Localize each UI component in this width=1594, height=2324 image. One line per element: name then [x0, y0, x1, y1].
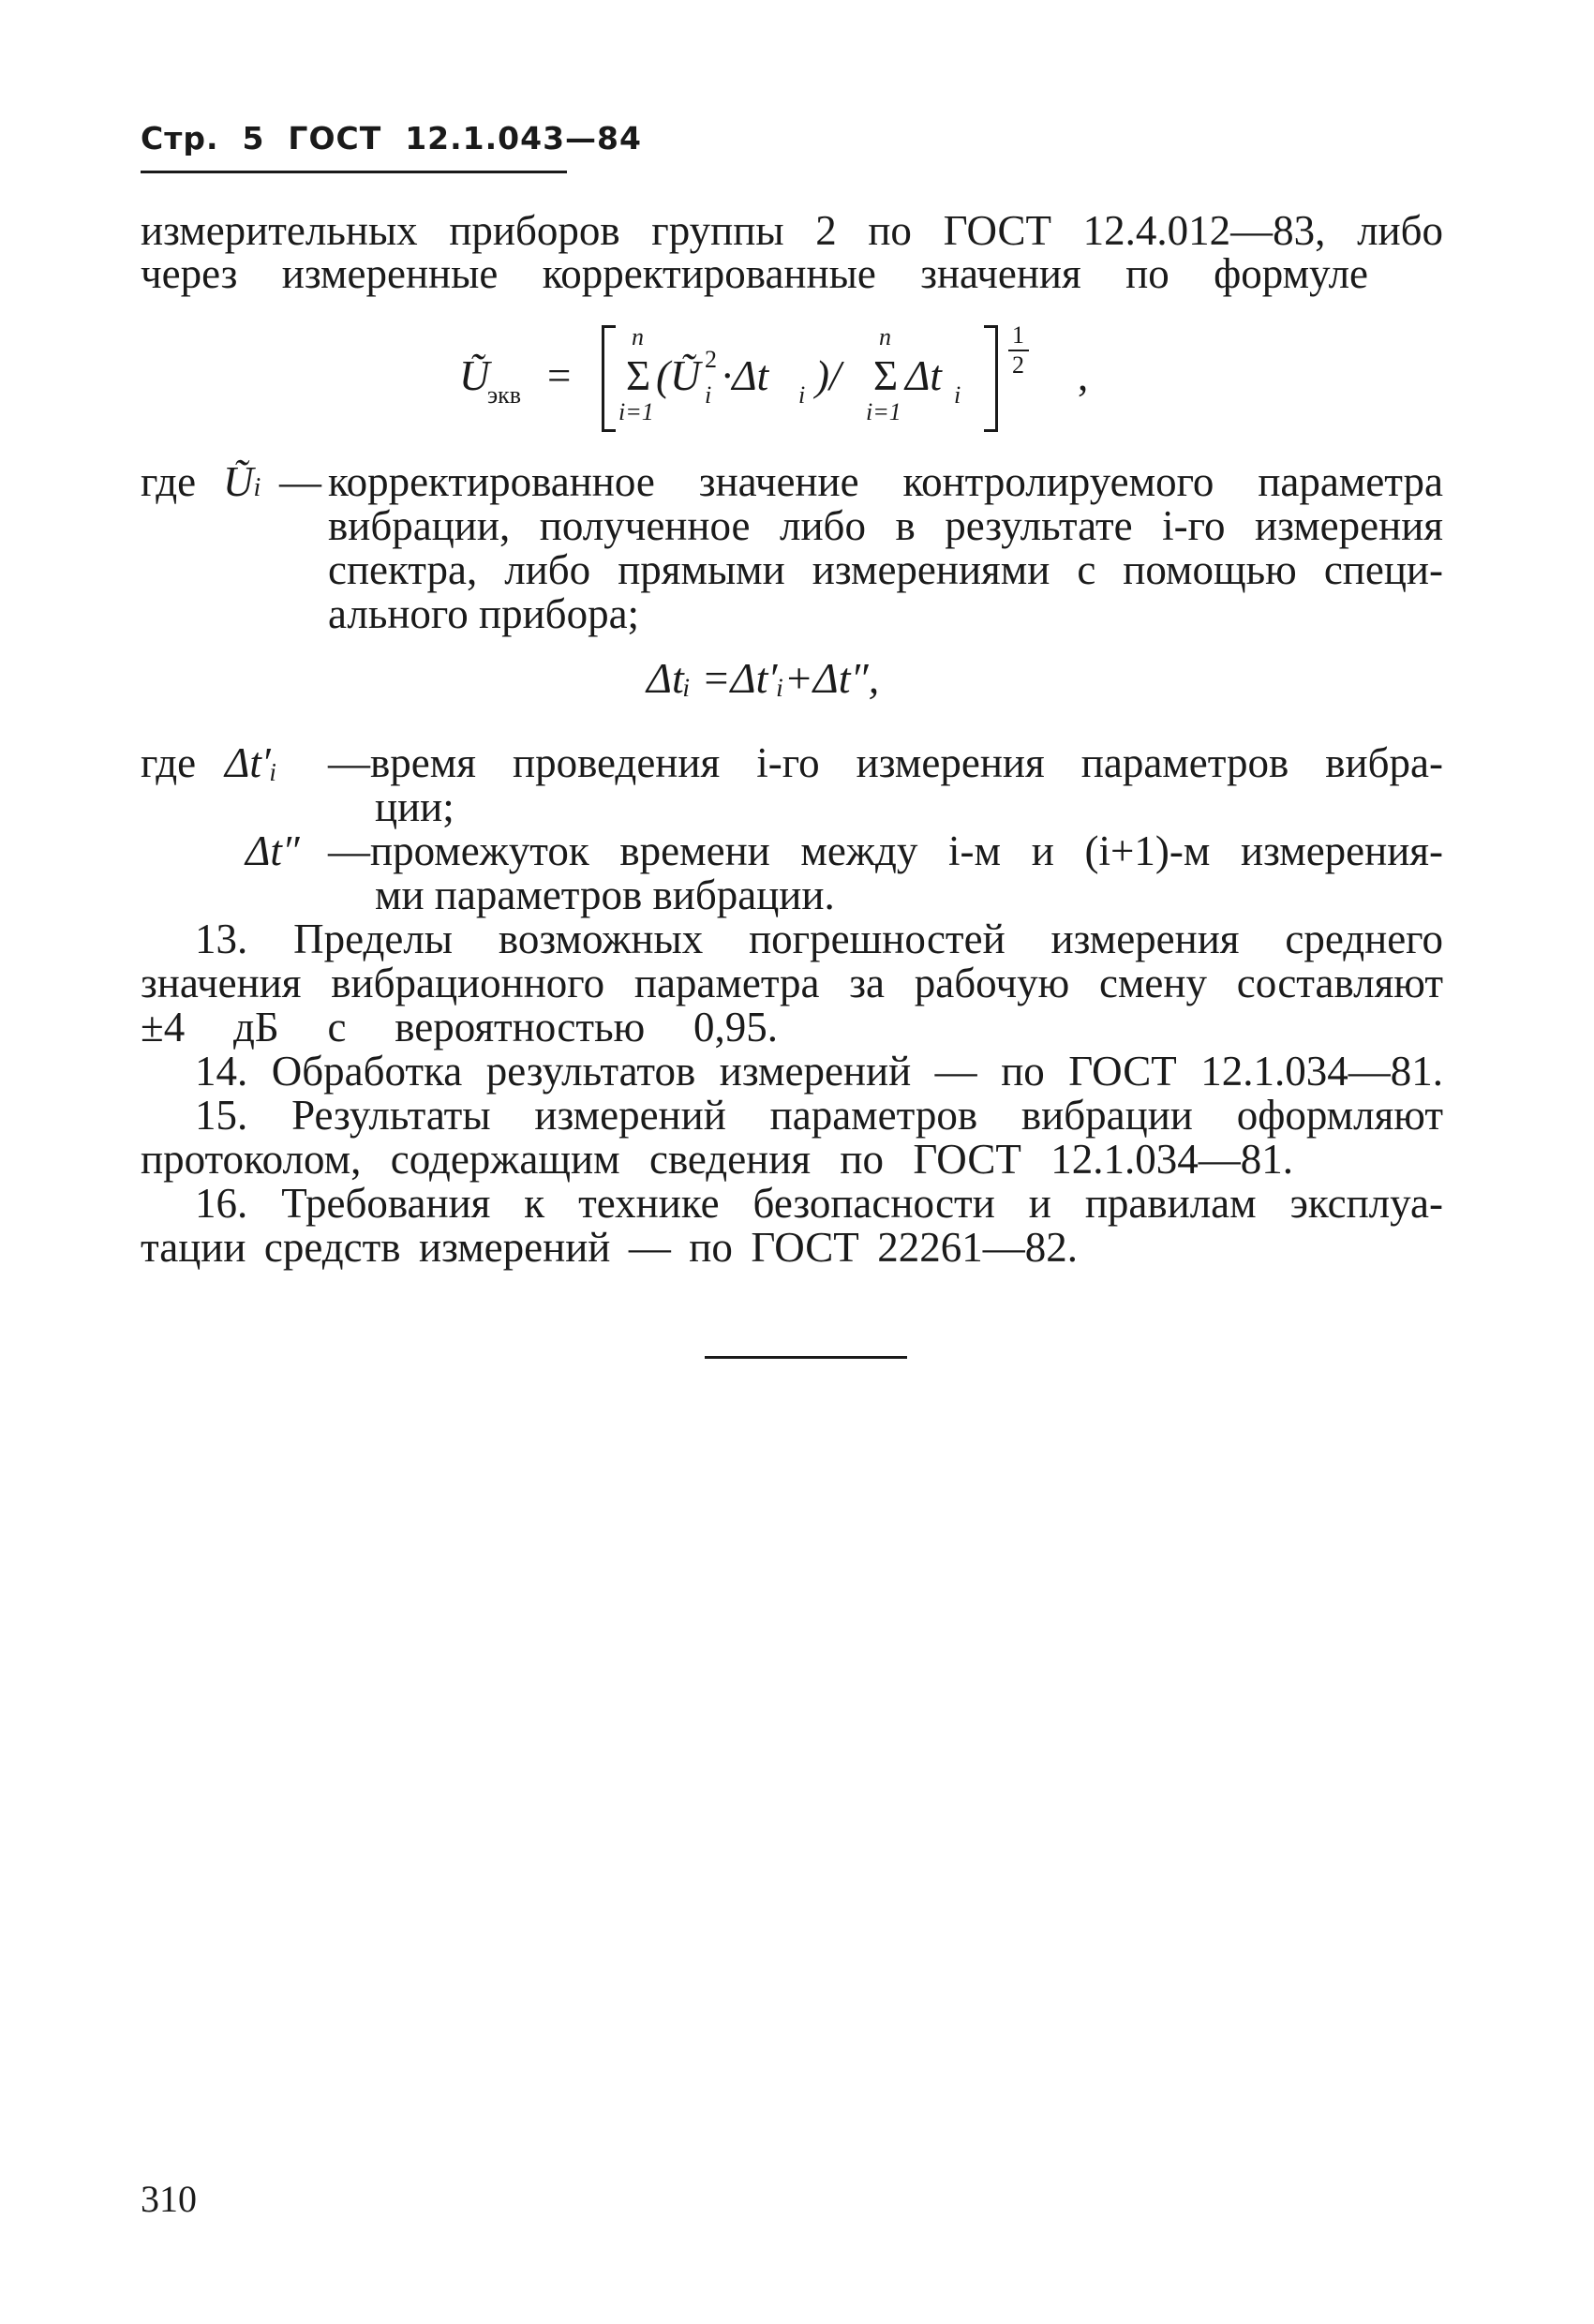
- formula-delta: Δt: [905, 352, 942, 399]
- formula-term-sub: i: [705, 381, 712, 409]
- item-13-line: ±4 дБ с вероятностью 0,95.: [141, 1004, 778, 1050]
- paragraph-line: через измеренные корректированные значения по формуле: [141, 250, 1368, 297]
- definition-line: ми параметров вибрации.: [375, 872, 835, 918]
- definition-symbol: Δt′ᵢ: [225, 739, 277, 786]
- item-13-line: 13. Пределы возможных погрешностей измерения среднего: [195, 916, 1443, 962]
- item-16-line: тации средств измерений — по ГОСТ 22261—82.: [141, 1224, 1078, 1271]
- definition-symbol: Δt″: [246, 827, 300, 874]
- definition-line: ции;: [375, 783, 454, 830]
- item-16-line: 16. Требования к технике безопасности и правилам эксплуа-: [195, 1180, 1443, 1227]
- definition-line: —время проведения i-го измерения параметров вибра-: [328, 739, 1443, 786]
- formula-term-rest: ·Δt: [722, 352, 769, 399]
- definition-line: ального прибора;: [328, 590, 640, 637]
- formula-equivalent-value: [459, 323, 1115, 436]
- formula-term-rest-sub: i: [798, 381, 806, 409]
- formula-delta-sub: i: [954, 381, 961, 409]
- formula-equals: =: [547, 352, 572, 399]
- definition-line: спектра, либо прямыми измерениями с помощью специ-: [328, 546, 1443, 593]
- definition-line: —промежуток времени между i-м и (i+1)-м измерения-: [328, 827, 1443, 874]
- paragraph-line: измерительных приборов группы 2 по ГОСТ 12.4.012—83, либо: [141, 207, 1443, 254]
- sum-lower: i=1: [618, 398, 654, 425]
- definition-dash: —: [279, 458, 321, 505]
- gde-label: где: [141, 739, 197, 786]
- formula-lhs-sub: экв: [487, 381, 522, 409]
- page-header: Стр. 5 ГОСТ 12.1.043—84: [141, 120, 642, 156]
- item-15-line: протоколом, содержащим сведения по ГОСТ 12.1.034—81.: [141, 1136, 1293, 1183]
- formula-time-interval: Δtᵢ =Δt′ᵢ+Δt″,: [647, 654, 880, 702]
- bracket-left: [602, 325, 616, 432]
- formula-comma: ,: [1078, 352, 1089, 399]
- item-13-line: значения вибрационного параметра за рабочую смену составляют: [141, 960, 1443, 1006]
- definition-line: корректированное значение контролируемого параметра: [328, 458, 1443, 505]
- sum-lower: i=1: [866, 398, 901, 425]
- exponent-denominator: 2: [1012, 351, 1024, 379]
- end-of-section-rule: [705, 1356, 907, 1359]
- sum-upper: n: [879, 323, 891, 350]
- gde-label: где: [141, 458, 197, 505]
- symbol-sub: i: [253, 473, 261, 502]
- sigma: Σ: [873, 352, 899, 399]
- definition-line: вибрации, полученное либо в результате i-го измерения: [328, 502, 1443, 549]
- formula-term: (Ũ: [656, 352, 701, 399]
- bracket-right: [984, 325, 998, 432]
- item-14-line: 14. Обработка результатов измерений — по ГОСТ 12.1.034—81.: [195, 1048, 1443, 1095]
- item-15-line: 15. Результаты измерений параметров вибрации оформляют: [195, 1092, 1443, 1139]
- formula-term-sup: 2: [705, 346, 717, 373]
- sum-upper: n: [632, 323, 644, 350]
- sigma: Σ: [626, 352, 651, 399]
- header-rule: [141, 171, 567, 173]
- exponent-numerator: 1: [1012, 321, 1024, 349]
- formula-close-div: )/: [815, 352, 842, 399]
- symbol-u: Ũ: [223, 458, 254, 505]
- definition-symbol: [223, 459, 261, 511]
- formula-lhs: Ũ: [459, 352, 490, 399]
- page-number: 310: [141, 2178, 197, 2220]
